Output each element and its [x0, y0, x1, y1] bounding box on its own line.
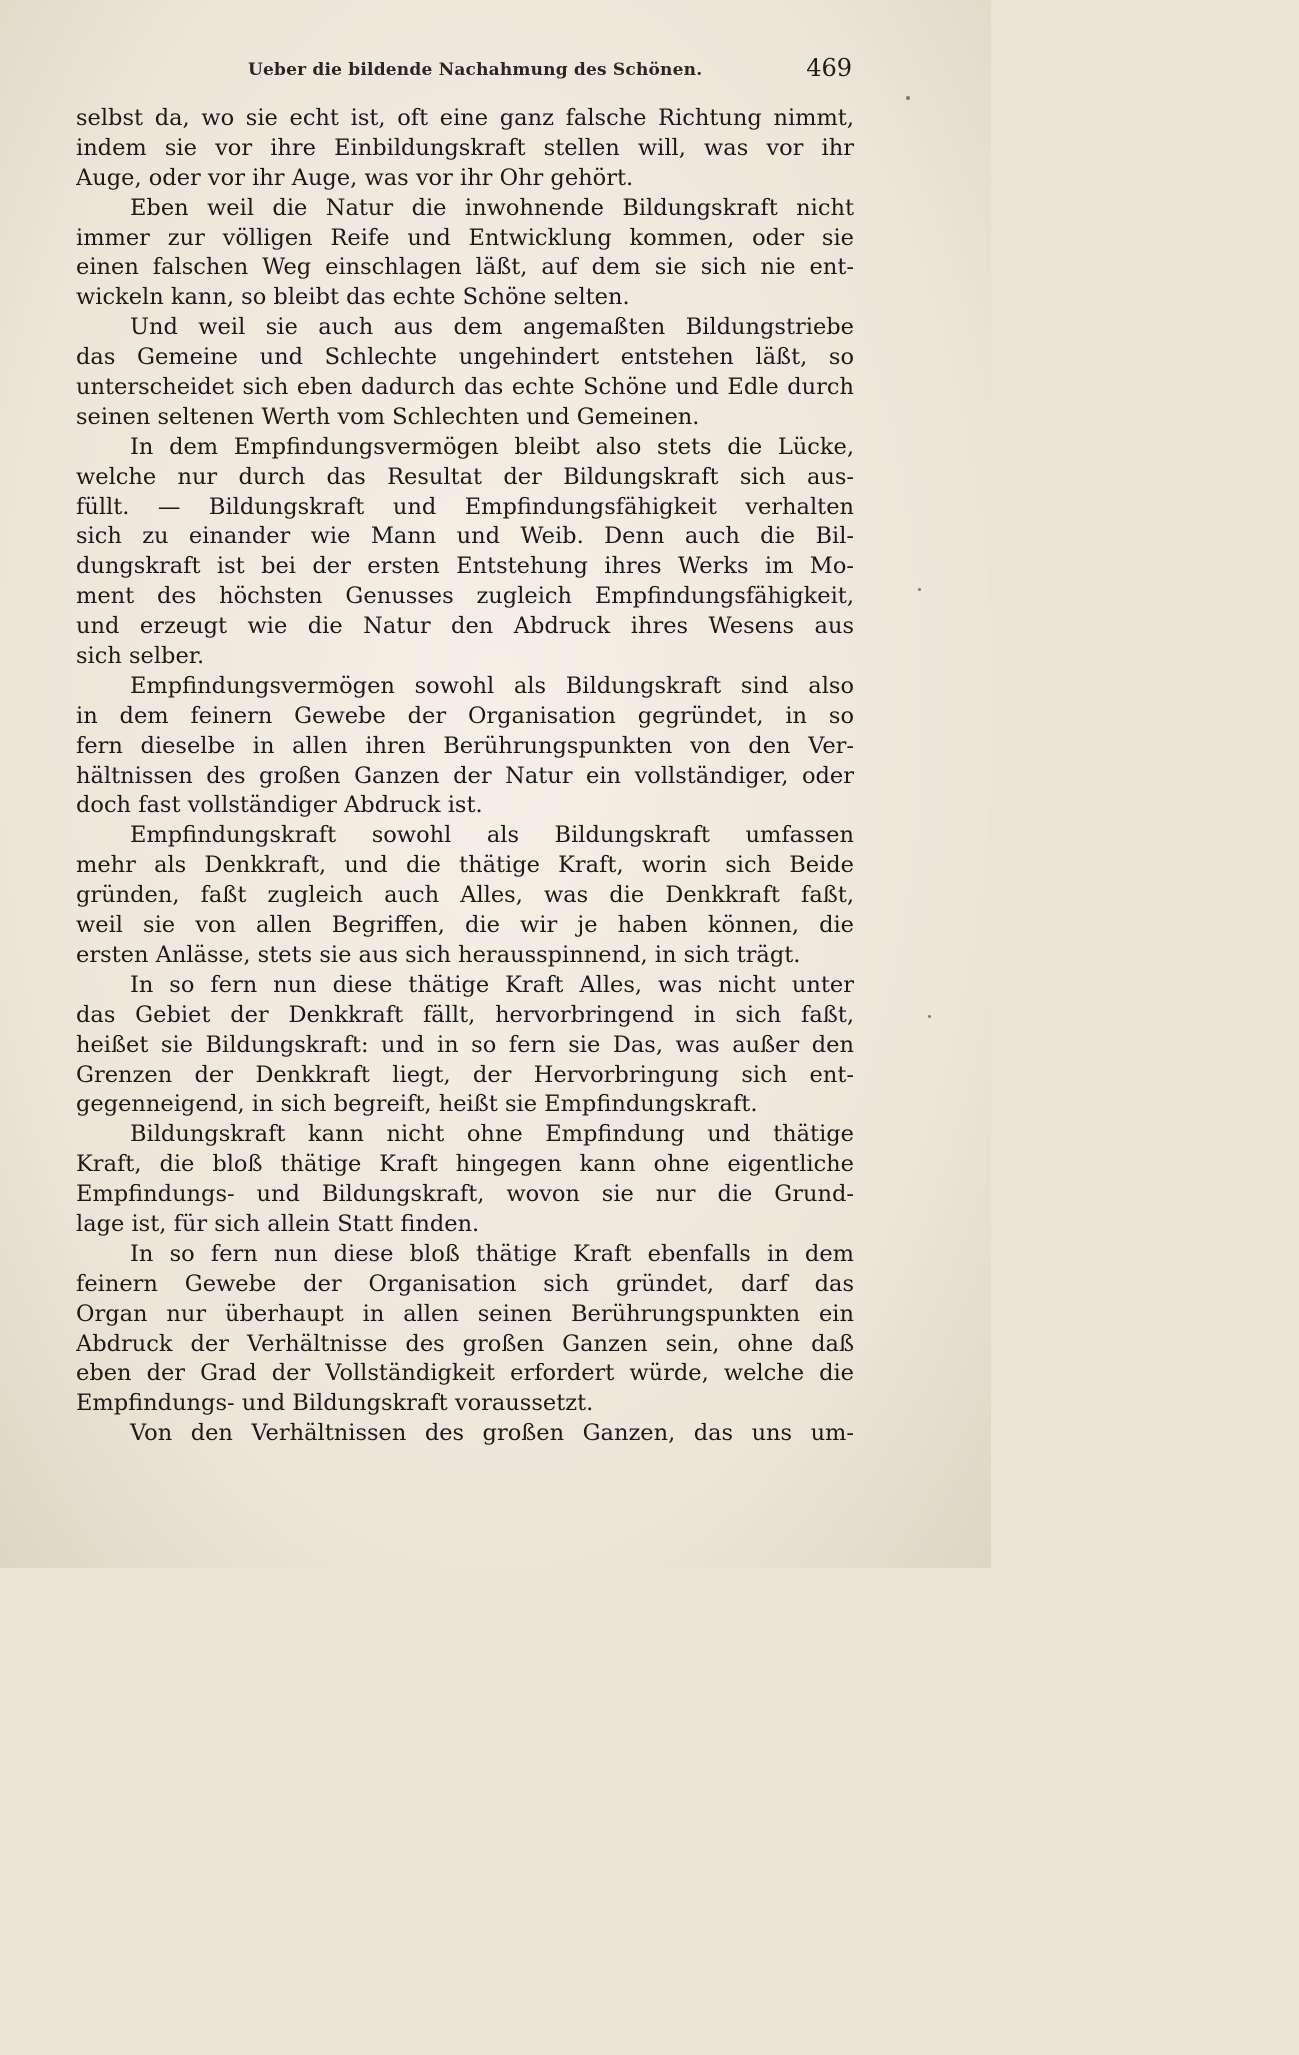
text-line: Abdruck der Verhältnisse des großen Ganzen sein, ohne daß: [76, 1330, 854, 1357]
paper-speck: [918, 588, 921, 591]
text-line: lage ist, für sich allein Statt finden.: [76, 1210, 480, 1237]
page-number: 469: [806, 54, 852, 82]
text-line: unterscheidet sich eben dadurch das echte Schöne und Edle durch: [76, 374, 854, 401]
text-line: in dem feinern Gewebe der Organisation gegründet, in so: [76, 702, 854, 729]
paper-speck: [906, 96, 910, 100]
text-line: hältnissen des großen Ganzen der Natur ein vollständiger, oder: [76, 762, 854, 789]
text-line: In dem Empfindungsvermögen bleibt also stets die Lücke,: [130, 433, 854, 460]
text-line: selbst da, wo sie echt ist, oft eine ganz falsche Richtung nimmt,: [76, 105, 854, 131]
text-line: und erzeugt wie die Natur den Abdruck ihres Wesens aus: [76, 613, 854, 640]
text-line: In so fern nun diese bloß thätige Kraft ebenfalls in dem: [130, 1240, 854, 1267]
text-line: doch fast vollständiger Abdruck ist.: [76, 792, 483, 819]
text-line: Empfindungsvermögen sowohl als Bildungskraft sind also: [130, 672, 854, 699]
text-line: Grenzen der Denkkraft liegt, der Hervorbringung sich ent-: [76, 1061, 854, 1088]
text-line: ment des höchsten Genusses zugleich Empfindungsfähigkeit,: [76, 583, 854, 610]
text-line: immer zur völligen Reife und Entwicklung kommen, oder sie: [76, 224, 854, 251]
text-line: Kraft, die bloß thätige Kraft hingegen kann ohne eigentliche: [76, 1151, 854, 1178]
text-line: einen falschen Weg einschlagen läßt, auf dem sie sich nie ent-: [76, 254, 854, 281]
paper-speck: [928, 1015, 931, 1018]
text-line: mehr als Denkkraft, und die thätige Kraft, worin sich Beide: [76, 852, 854, 879]
text-line: sich zu einander wie Mann und Weib. Denn auch die Bil-: [76, 523, 854, 550]
text-line: indem sie vor ihre Einbildungskraft stellen will, was vor ihr: [76, 134, 854, 161]
text-line: Empfindungs- und Bildungskraft, wovon sie nur die Grund-: [76, 1181, 854, 1208]
text-line: Auge, oder vor ihr Auge, was vor ihr Ohr gehört.: [76, 164, 634, 191]
body-text: [76, 104, 854, 1449]
text-line: ersten Anlässe, stets sie aus sich herausspinnend, in sich trägt.: [76, 941, 801, 968]
text-line: Organ nur überhaupt in allen seinen Berührungspunkten ein: [76, 1300, 854, 1327]
text-line: In so fern nun diese thätige Kraft Alles, was nicht unter: [130, 971, 854, 998]
text-line: füllt. — Bildungskraft und Empfindungsfähigkeit verhalten: [76, 493, 854, 520]
text-line: heißet sie Bildungskraft: und in so fern sie Das, was außer den: [76, 1031, 854, 1058]
text-line: Von den Verhältnissen des großen Ganzen, das uns um-: [130, 1420, 854, 1447]
page-header: [78, 52, 852, 92]
text-line: Empfindungskraft sowohl als Bildungskraft umfassen: [130, 822, 854, 849]
text-line: weil sie von allen Begriffen, die wir je haben können, die: [76, 912, 854, 939]
text-line: Eben weil die Natur die inwohnende Bildungskraft nicht: [130, 194, 854, 221]
text-line: fern dieselbe in allen ihren Berührungspunkten von den Ver-: [76, 732, 854, 759]
text-line: Empfindungs- und Bildungskraft voraussetzt.: [76, 1390, 594, 1417]
text-line: sich selber.: [76, 643, 205, 670]
text-line: welche nur durch das Resultat der Bildungskraft sich aus-: [76, 463, 854, 490]
running-title: Ueber die bildende Nachahmung des Schönen.: [248, 60, 703, 80]
text-line: gründen, faßt zugleich auch Alles, was die Denkkraft faßt,: [76, 882, 854, 909]
text-line: wickeln kann, so bleibt das echte Schöne selten.: [76, 284, 630, 311]
text-line: dungskraft ist bei der ersten Entstehung ihres Werks im Mo-: [76, 553, 854, 580]
text-line: seinen seltenen Werth vom Schlechten und Gemeinen.: [76, 403, 700, 430]
text-line: das Gebiet der Denkkraft fällt, hervorbringend in sich faßt,: [76, 1001, 854, 1028]
text-line: Und weil sie auch aus dem angemaßten Bildungstriebe: [130, 314, 854, 341]
text-line: das Gemeine und Schlechte ungehindert entstehen läßt, so: [76, 344, 854, 371]
text-line: gegenneigend, in sich begreift, heißt sie Empfindungskraft.: [76, 1091, 758, 1118]
text-line: feinern Gewebe der Organisation sich gründet, darf das: [76, 1270, 854, 1297]
text-line: eben der Grad der Vollständigkeit erfordert würde, welche die: [76, 1360, 854, 1387]
text-line: Bildungskraft kann nicht ohne Empfindung und thätige: [130, 1121, 854, 1148]
